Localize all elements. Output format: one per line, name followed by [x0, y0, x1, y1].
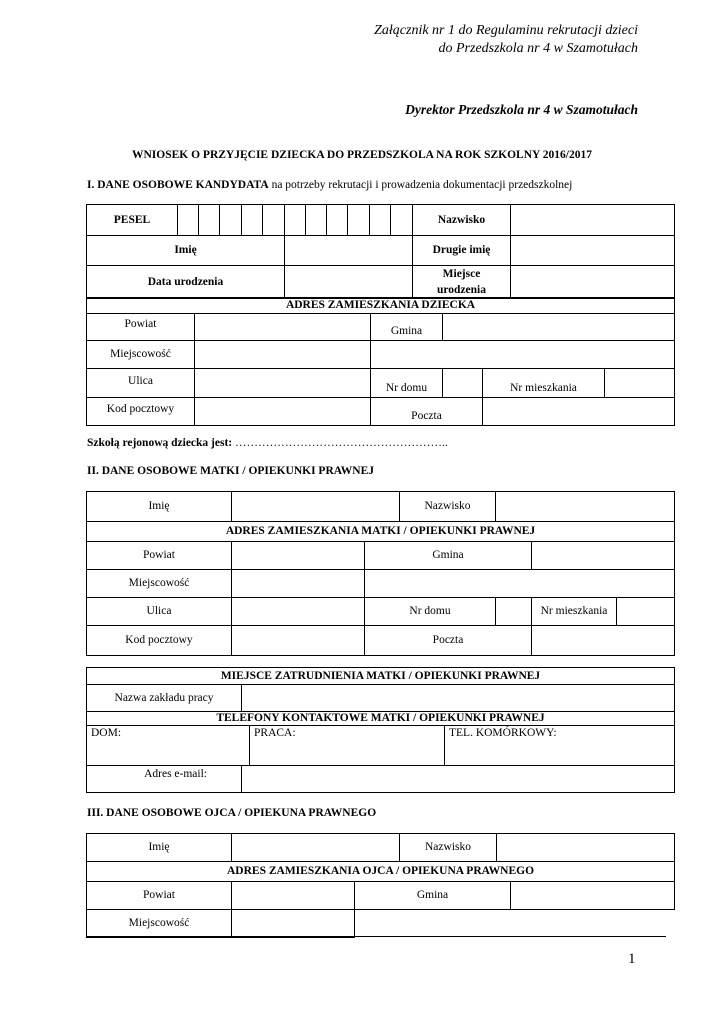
birth-place-label — [413, 266, 511, 299]
mother-mobile-phone-label: TEL. KOMÓRKOWY: — [449, 727, 557, 739]
mother-home-phone-field[interactable] — [87, 726, 250, 766]
mother-locality-extra[interactable] — [365, 570, 675, 598]
mother-post-office-label: Poczta — [365, 626, 532, 656]
pesel-digit-5[interactable] — [263, 205, 285, 236]
mother-postal-code-label: Kod pocztowy — [87, 626, 232, 656]
mother-email-field[interactable] — [242, 766, 675, 793]
mother-first-name-field[interactable] — [232, 492, 400, 522]
child-county-field[interactable] — [195, 314, 371, 341]
mother-surname-field[interactable] — [496, 492, 675, 522]
candidate-surname-field[interactable] — [511, 205, 675, 236]
candidate-surname-label: Nazwisko — [413, 205, 511, 236]
pesel-digit-7[interactable] — [306, 205, 327, 236]
footer-rule — [86, 936, 666, 937]
father-first-name-label: Imię — [87, 834, 232, 862]
mother-post-office-field[interactable] — [532, 626, 675, 656]
mother-surname-label: Nazwisko — [400, 492, 496, 522]
attachment-line-2: do Przedszkola nr 4 w Szamotułach — [438, 41, 638, 56]
mother-street-label: Ulica — [87, 598, 232, 626]
mother-house-no-label: Nr domu — [365, 598, 496, 626]
child-post-office-label: Poczta — [371, 398, 483, 426]
mother-work-phone-label: PRACA: — [254, 727, 296, 739]
child-apartment-no-label: Nr mieszkania — [483, 369, 605, 398]
candidate-first-name-label: Imię — [87, 236, 285, 266]
mother-email-label: Adres e-mail: — [87, 766, 242, 793]
mother-apartment-no-label: Nr mieszkania — [532, 598, 617, 626]
mother-county-label: Powiat — [87, 542, 232, 570]
child-postal-code-field[interactable] — [195, 398, 371, 426]
child-postal-code-label: Kod pocztowy — [87, 398, 195, 426]
section-1-heading — [87, 179, 572, 191]
father-surname-field[interactable] — [497, 834, 675, 862]
father-commune-field[interactable] — [511, 882, 675, 910]
child-locality-extra[interactable] — [371, 341, 675, 369]
pesel-digit-3[interactable] — [220, 205, 242, 236]
section-3-heading: III. DANE OSOBOWE OJCA / OPIEKUNA PRAWNEGO — [87, 807, 377, 819]
mother-house-no-field[interactable] — [496, 598, 532, 626]
mother-home-phone-label: DOM: — [91, 727, 122, 739]
mother-street-field[interactable] — [232, 598, 365, 626]
candidate-first-name-field[interactable] — [285, 236, 413, 266]
page-number: 1 — [628, 951, 636, 967]
child-locality-field[interactable] — [195, 341, 371, 369]
birth-place-label-1: Miejsce — [442, 268, 481, 280]
mother-work-phone-field[interactable] — [250, 726, 445, 766]
mother-county-field[interactable] — [232, 542, 365, 570]
birth-date-field[interactable] — [285, 266, 413, 299]
pesel-label: PESEL — [87, 205, 178, 236]
pesel-digit-10[interactable] — [370, 205, 391, 236]
candidate-second-name-field[interactable] — [511, 236, 675, 266]
child-address-header: ADRES ZAMIESZKANIA DZIECKA — [87, 298, 675, 314]
pesel-digit-1[interactable] — [178, 205, 199, 236]
child-street-label: Ulica — [87, 369, 195, 398]
father-locality-extra[interactable] — [355, 910, 675, 938]
birth-place-field[interactable] — [511, 266, 675, 299]
district-school-line — [87, 437, 448, 449]
father-address-header: ADRES ZAMIESZKANIA OJCA / OPIEKUNA PRAWNEGO — [87, 862, 675, 882]
pesel-digit-4[interactable] — [242, 205, 263, 236]
child-house-no-field[interactable] — [443, 369, 483, 398]
birth-date-label: Data urodzenia — [87, 266, 285, 299]
child-post-office-field[interactable] — [483, 398, 675, 426]
child-county-label: Powiat — [87, 314, 195, 341]
mother-table — [86, 491, 675, 656]
child-commune-label: Gmina — [371, 314, 443, 341]
father-county-label: Powiat — [87, 882, 232, 910]
section-1-heading-rest: na potrzeby rekrutacji i prowadzenia dokumentacji przedszkolnej — [268, 179, 573, 191]
mother-address-header: ADRES ZAMIESZKANIA MATKI / OPIEKUNKI PRAWNEJ — [87, 522, 675, 542]
pesel-digit-11[interactable] — [391, 205, 413, 236]
section-1-heading-bold: I. DANE OSOBOWE KANDYDATA — [87, 179, 269, 191]
birth-place-label-2: urodzenia — [437, 284, 486, 296]
district-school-field[interactable]: ……………………………………………….. — [232, 437, 448, 449]
mother-workplace-field[interactable] — [242, 685, 675, 712]
mother-locality-field[interactable] — [232, 570, 365, 598]
father-locality-field[interactable] — [232, 910, 355, 938]
district-school-label: Szkołą rejonową dziecka jest: — [87, 437, 233, 449]
mother-postal-code-field[interactable] — [232, 626, 365, 656]
candidate-table — [86, 204, 675, 299]
child-apartment-no-field[interactable] — [605, 369, 675, 398]
mother-workplace-label: Nazwa zakładu pracy — [87, 685, 242, 712]
child-commune-field[interactable] — [443, 314, 675, 341]
pesel-digit-2[interactable] — [199, 205, 220, 236]
mother-apartment-no-field[interactable] — [617, 598, 675, 626]
mother-phones-header: TELEFONY KONTAKTOWE MATKI / OPIEKUNKI PRAWNEJ — [87, 712, 675, 726]
child-locality-label: Miejscowość — [87, 341, 195, 369]
father-commune-label: Gmina — [355, 882, 511, 910]
mother-commune-label: Gmina — [365, 542, 532, 570]
form-title: WNIOSEK O PRZYJĘCIE DZIECKA DO PRZEDSZKOLA NA ROK SZKOLNY 2016/2017 — [132, 149, 592, 161]
mother-mobile-phone-field[interactable] — [445, 726, 675, 766]
mother-employment-header: MIEJSCE ZATRUDNIENIA MATKI / OPIEKUNKI PRAWNEJ — [87, 668, 675, 685]
father-surname-label: Nazwisko — [400, 834, 497, 862]
child-address-table — [86, 297, 675, 426]
attachment-line-1: Załącznik nr 1 do Regulaminu rekrutacji dzieci — [374, 23, 638, 38]
mother-commune-field[interactable] — [532, 542, 675, 570]
father-first-name-field[interactable] — [232, 834, 400, 862]
pesel-digit-8[interactable] — [327, 205, 348, 236]
mother-first-name-label: Imię — [87, 492, 232, 522]
father-locality-label: Miejscowość — [87, 910, 232, 938]
father-table — [86, 833, 675, 938]
pesel-digit-6[interactable] — [285, 205, 306, 236]
mother-employment-table — [86, 667, 675, 793]
child-street-field[interactable] — [195, 369, 371, 398]
candidate-second-name-label: Drugie imię — [413, 236, 511, 266]
child-house-no-label: Nr domu — [371, 369, 443, 398]
father-county-field[interactable] — [232, 882, 355, 910]
pesel-digit-9[interactable] — [348, 205, 370, 236]
section-2-heading: II. DANE OSOBOWE MATKI / OPIEKUNKI PRAWNEJ — [87, 465, 375, 477]
addressee: Dyrektor Przedszkola nr 4 w Szamotułach — [405, 102, 638, 117]
mother-locality-label: Miejscowość — [87, 570, 232, 598]
